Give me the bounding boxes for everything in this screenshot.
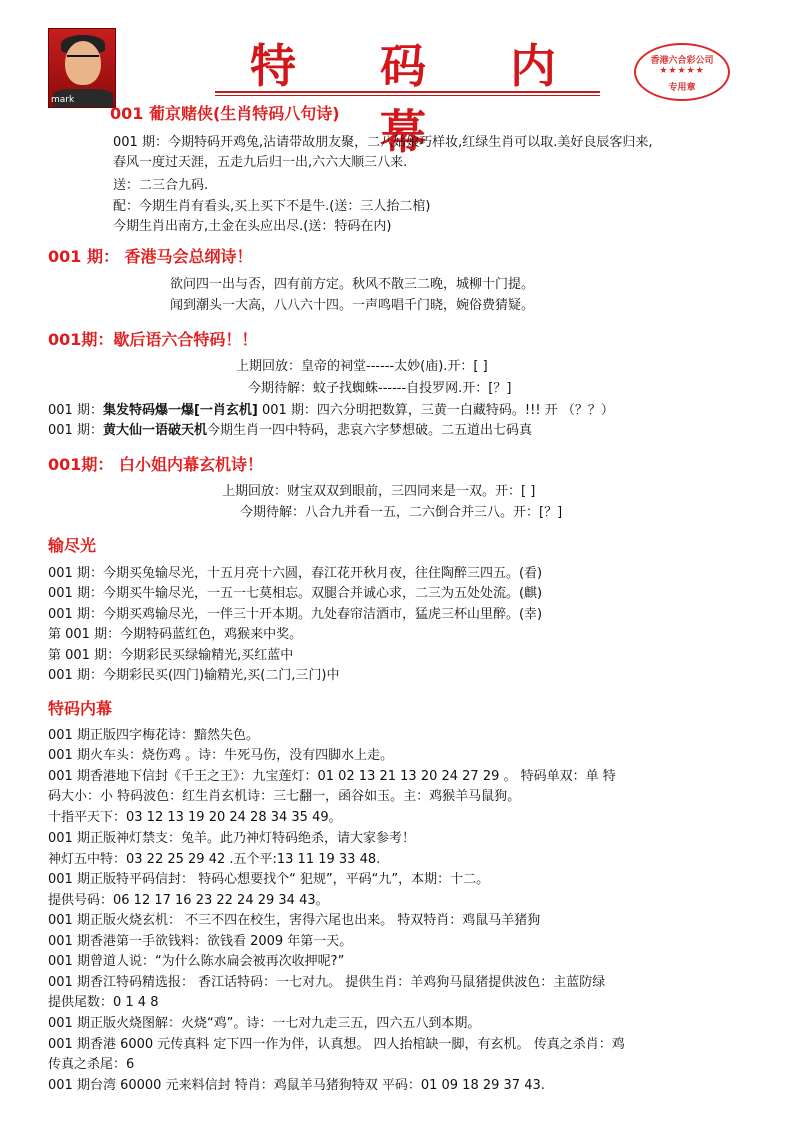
- section2-heading: 001 期： 香港马会总纲诗！: [48, 247, 253, 266]
- page-title: 特 码 内 幕: [249, 39, 591, 159]
- portrait-glasses: [67, 55, 99, 63]
- title-underline: [215, 91, 600, 96]
- section6-line: 001 期正版特平码信封： 特码心想要找个“ 犯规”，平码“九”，本期：十二。: [48, 872, 490, 887]
- section5-line: 001 期：今期彩民买(四门)输精光,买(二门,三门)中: [48, 668, 340, 683]
- section5-line: 第 001 期：今期彩民买绿输精光,买红蓝中: [48, 648, 294, 663]
- stamp-bottom-text: 专用章: [668, 83, 696, 93]
- section6-line: 001 期香江特码精选报： 香江话特码：一七对九。 提供生肖：羊鸡狗马鼠猪提供波色：主蓝防绿: [48, 975, 606, 990]
- section2-line: 闻到潮头一大高，八八六十四。一声鸣唱千门晓，婉俗费猜疑。: [170, 298, 535, 313]
- section6-line: 001 期香港地下信封《千王之王》：九宝莲灯：01 02 13 21 13 20 24 27 29 。 特码单双：单 特: [48, 769, 616, 784]
- portrait-tag: mark: [51, 95, 75, 105]
- section1-heading: 001 葡京赌侠(生肖特码八句诗): [110, 104, 340, 123]
- line-rest: 今期生肖一四中特码，悲哀六字梦想破。二五道出七码真: [206, 423, 532, 438]
- section3-heading: 001期：歇后语六合特码！！: [48, 330, 258, 349]
- section5-line: 第 001 期：今期特码蓝红色，鸡猴来中奖。: [48, 627, 303, 642]
- section5-heading: 输尽光: [48, 536, 97, 555]
- section1-line: 春风一度过天涯，五走九后归一出,六六大顺三八来.: [113, 155, 408, 170]
- section2-line: 欲问四一出与否，四有前方定。秋风不散三二晚，城柳十门提。: [170, 277, 535, 292]
- section1-line: 送：二三合九码.: [113, 178, 209, 193]
- section6-line: 001 期正版神灯禁支：兔羊。此乃神灯特码绝杀，请大家参考！: [48, 831, 415, 846]
- line-bold: 黄大仙一语破天机: [102, 423, 207, 438]
- portrait-photo: [48, 28, 116, 108]
- section3-line2: [48, 421, 532, 441]
- line-bold: 集发特码爆一爆[一肖玄机]: [102, 403, 258, 418]
- section6-line: 十指平天下：03 12 13 19 20 24 28 34 35 49。: [48, 810, 342, 825]
- line-rest: 001 期：四六分明把数算，三黄一白藏特码。!!! 开 （？？）: [257, 403, 614, 418]
- section6-heading: 特码内幕: [48, 699, 113, 718]
- section6-line: 001 期曾道人说：“为什么陈水扁会被再次收押呢?”: [48, 954, 345, 969]
- section3-recall: 上期回放：皇帝的祠堂------太妙(庙).开：[ ]: [236, 359, 488, 374]
- section5-line: 001 期：今期买牛输尽光，一五一七莫相忘。双腿合并诚心求，二三为五处处流。(麒): [48, 586, 543, 601]
- section6-line: 传真之杀尾：6: [48, 1057, 135, 1072]
- official-stamp: [634, 43, 730, 101]
- section6-line: 提供号码：06 12 17 16 23 22 24 29 34 43。: [48, 893, 329, 908]
- section4-heading: 001期： 白小姐内幕玄机诗！: [48, 455, 263, 474]
- section6-line: 001 期香港第一手欲钱料：欲钱看 2009 年第一天。: [48, 934, 353, 949]
- section6-line: 码大小：小 特码波色：红生肖玄机诗：三七翻一，函谷如玉。主：鸡猴羊马鼠狗。: [48, 789, 521, 804]
- section6-line: 提供尾数：0 1 4 8: [48, 995, 159, 1010]
- section6-line: 001 期火车头：烧伤鸡 。诗：牛死马伤，没有四脚水上走。: [48, 748, 394, 763]
- section6-line: 001 期正版火烧图解：火烧“鸡”。诗：一七对九走三五，四六五八到本期。: [48, 1016, 481, 1031]
- section3-wait: 今期待解：蚊子找蜘蛛------自投罗网.开：[？]: [248, 381, 512, 396]
- section1-line: 配：今期生肖有看头,买上买下不是牛.(送：三人抬二棺): [113, 199, 431, 214]
- stamp-top-text: 香港六合彩公司: [650, 56, 714, 66]
- section1-line: 001 期：今期特码开鸡兔,沾请带故朋友聚，二八姑娘巧样妆,红绿生肖可以取.美好良辰客归来,: [113, 135, 653, 150]
- portrait-face: [65, 41, 101, 85]
- line-prefix: 001 期：: [48, 423, 103, 438]
- section3-line1: [48, 401, 614, 421]
- section4-wait: 今期待解：八合九并看一五，二六倒合并三八。开：[？]: [240, 505, 563, 520]
- section4-recall: 上期回放：财宝双双到眼前，三四同来是一双。开：[ ]: [222, 484, 536, 499]
- section6-line: 神灯五中特：03 22 25 29 42 .五个平:13 11 19 33 48.: [48, 852, 381, 867]
- section6-line: 001 期台湾 60000 元来料信封 特肖：鸡鼠羊马猪狗特双 平码：01 09 18 29 37 43.: [48, 1078, 545, 1093]
- section6-line: 001 期香港 6000 元传真料 定下四一作为伴，认真想。 四人抬棺缺一脚，有玄机。 传真之杀肖：鸡: [48, 1037, 625, 1052]
- section1-line: 今期生肖出南方,土金在头应出尽.(送：特码在内): [113, 219, 392, 234]
- section5-line: 001 期：今期买鸡输尽光，一伴三十开本期。九处春帘洁酒市，猛虎三杯山里醉。(幸): [48, 607, 543, 622]
- section5-line: 001 期：今期买兔输尽光，十五月亮十六圆，春江花开秋月夜，往住陶醉三四五。(看): [48, 566, 543, 581]
- line-prefix: 001 期：: [48, 403, 103, 418]
- section6-line: 001 期正版火烧玄机： 不三不四在校生，害得六尾也出来。 特双特肖：鸡鼠马羊猪狗: [48, 913, 541, 928]
- section6-line: 001 期正版四字梅花诗：黯然失色。: [48, 728, 259, 743]
- stamp-stars: ★★★★★: [659, 66, 705, 76]
